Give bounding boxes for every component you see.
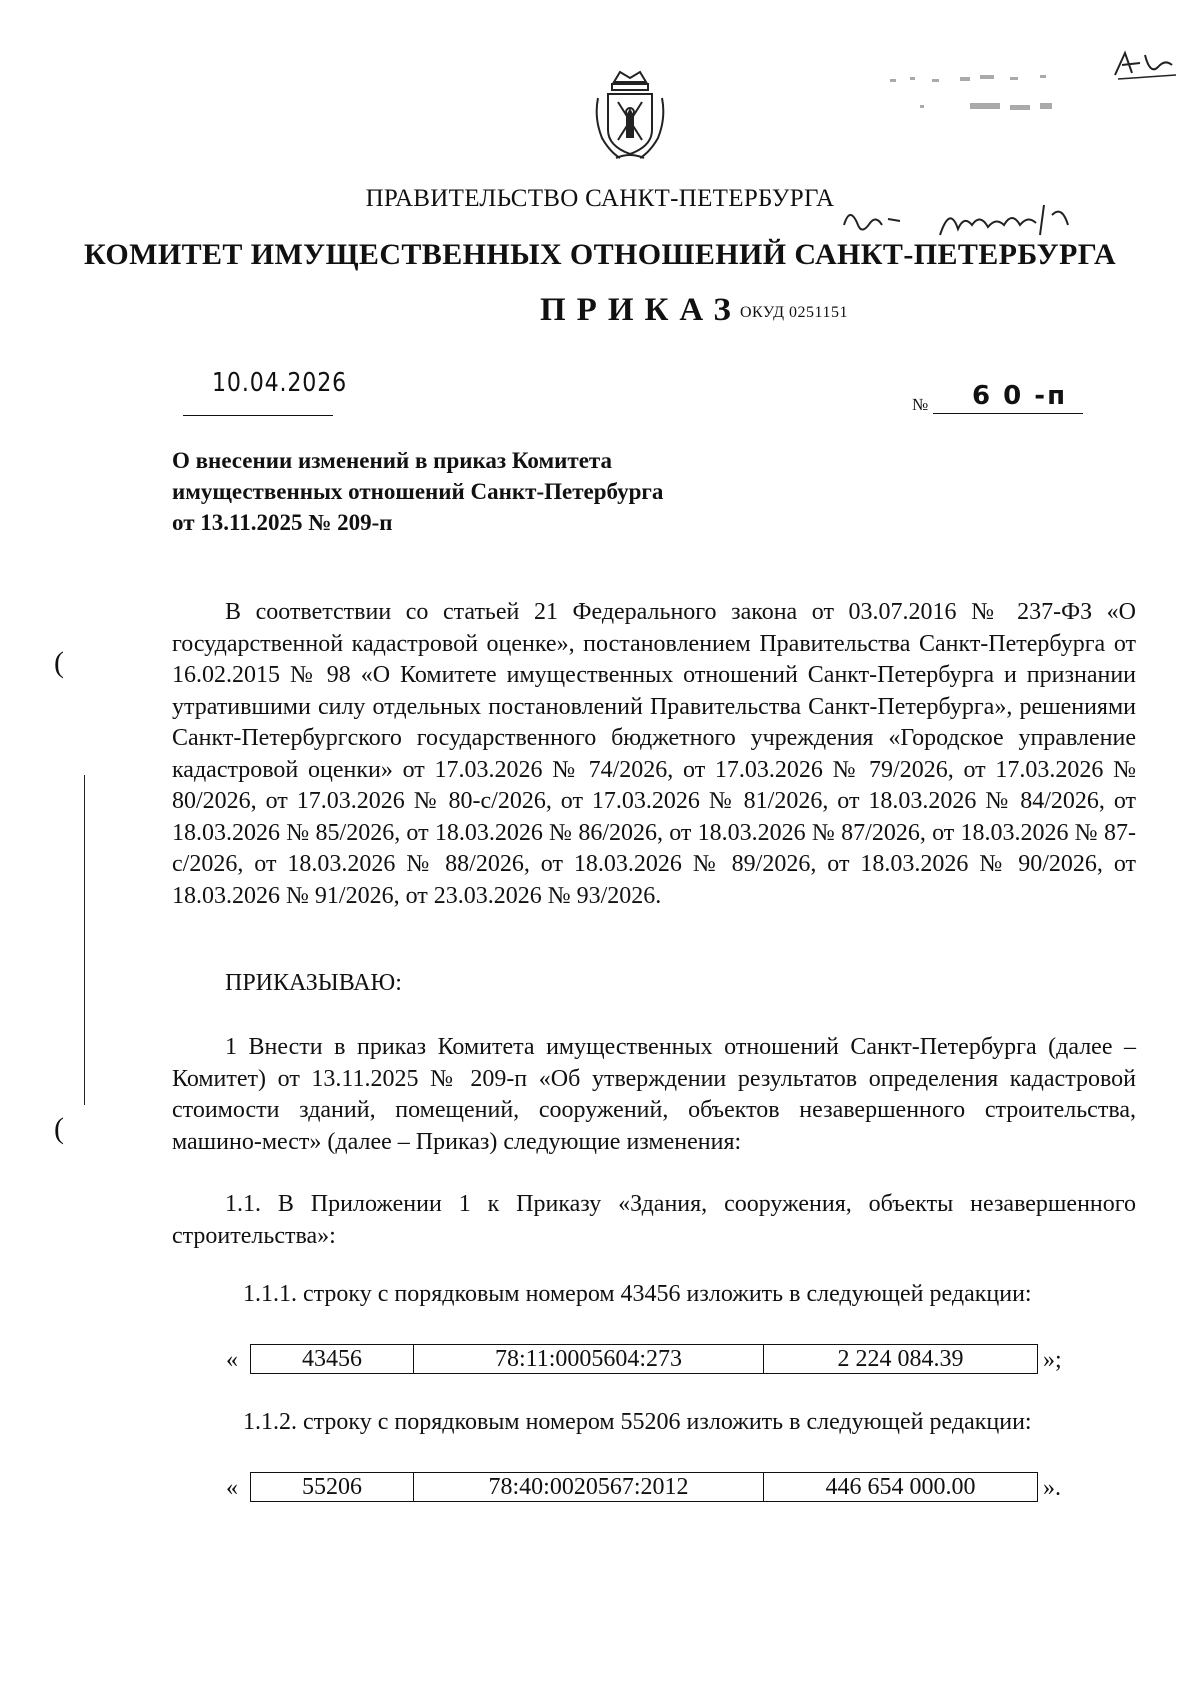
- subject-line: имущественных отношений Санкт-Петербурга: [172, 479, 664, 504]
- subject-line: О внесении изменений в приказ Комитета: [172, 448, 612, 473]
- committee-name: КОМИТЕТ ИМУЩЕСТВЕННЫХ ОТНОШЕНИЙ САНКТ-ПЕТЕРБУРГА: [83, 238, 1117, 271]
- number-underline: [933, 413, 1083, 414]
- margin-line: [84, 775, 85, 1105]
- document-date: 10.04.2026: [212, 368, 348, 398]
- okud-code: ОКУД 0251151: [740, 304, 848, 321]
- row-number-cell: 55206: [251, 1473, 414, 1501]
- order-subject: [172, 445, 663, 538]
- binding-mark: (: [54, 1112, 64, 1145]
- subject-line: от 13.11.2025 № 209-п: [172, 510, 393, 535]
- item-1-1-paragraph: 1.1. В Приложении 1 к Приказу «Здания, сооружения, объекты незавершенного строительства»:: [172, 1191, 1136, 1249]
- cadastral-number-cell: 78:40:0020567:2012: [414, 1473, 764, 1501]
- item-1-paragraph: 1 Внести в приказ Комитета имущественных отношений Санкт-Петербурга (далее – Комитет) от 13.11.2025 № 209-п «Об утверждении результатов определения кадастровой стоимости зданий, помещений, сооружений, объектов незавершенного строительства, машино-мест» (далее – Приказ) следующие изменения:: [172, 1034, 1136, 1155]
- date-underline: [183, 415, 333, 416]
- row-open-quote: «: [226, 1475, 238, 1501]
- legal-basis-paragraph: В соответствии со статьей 21 Федерального закона от 03.07.2016 № 237-ФЗ «О государственной кадастровой оценке», постановлением Правительства Санкт-Петербурга от 16.02.2015 № 98 «О Комитете имущественных отношений Санкт-Петербурга и признании утратившими силу отдельных постановлений Правительства Санкт-Петербурга», решениями Санкт-Петербургского государственного бюджетного учреждения «Городское управление кадастровой оценки» от 17.03.2026 № 74/2026, от 17.03.2026 № 79/2026, от 17.03.2026 № 80/2026, от 17.03.2026 № 80-с/2026, от 17.03.2026 № 81/2026, от 18.03.2026 № 84/2026, от 18.03.2026 № 85/2026, от 18.03.2026 № 86/2026, от 18.03.2026 № 87/2026, от 18.03.2026 № 87-с/2026, от 18.03.2026 № 88/2026, от 18.03.2026 № 89/2026, от 18.03.2026 № 90/2026, от 18.03.2026 № 91/2026, от 23.03.2026 № 93/2026.: [172, 599, 1136, 909]
- row-open-quote: «: [226, 1347, 238, 1373]
- item-1-1-1-paragraph: 1.1.1. строку с порядковым номером 43456 изложить в следующей редакции:: [243, 1281, 1032, 1307]
- cadastral-number-cell: 78:11:0005604:273: [414, 1345, 764, 1373]
- handwritten-initials: [1110, 45, 1180, 85]
- row-close-quote: »;: [1043, 1347, 1062, 1373]
- document-number: 6 0 -п: [972, 381, 1068, 411]
- table-row: [250, 1472, 1038, 1502]
- item-1-1-2-paragraph: 1.1.2. строку с порядковым номером 55206 изложить в следующей редакции:: [243, 1409, 1032, 1435]
- coat-of-arms-emblem: [590, 68, 670, 164]
- government-name: ПРАВИТЕЛЬСТВО САНКТ-ПЕТЕРБУРГА: [365, 185, 835, 212]
- order-command: ПРИКАЗЫВАЮ:: [225, 970, 402, 996]
- cadastral-value-cell: 446 654 000.00: [825, 1474, 976, 1500]
- row-number-cell: 43456: [251, 1345, 414, 1373]
- row-close-quote: ».: [1043, 1475, 1061, 1501]
- cadastral-value-cell: 2 224 084.39: [837, 1346, 964, 1372]
- table-row: [250, 1344, 1038, 1374]
- number-sign: №: [912, 395, 929, 414]
- document-type: ПРИКАЗ: [540, 292, 742, 328]
- binding-mark: (: [54, 646, 64, 679]
